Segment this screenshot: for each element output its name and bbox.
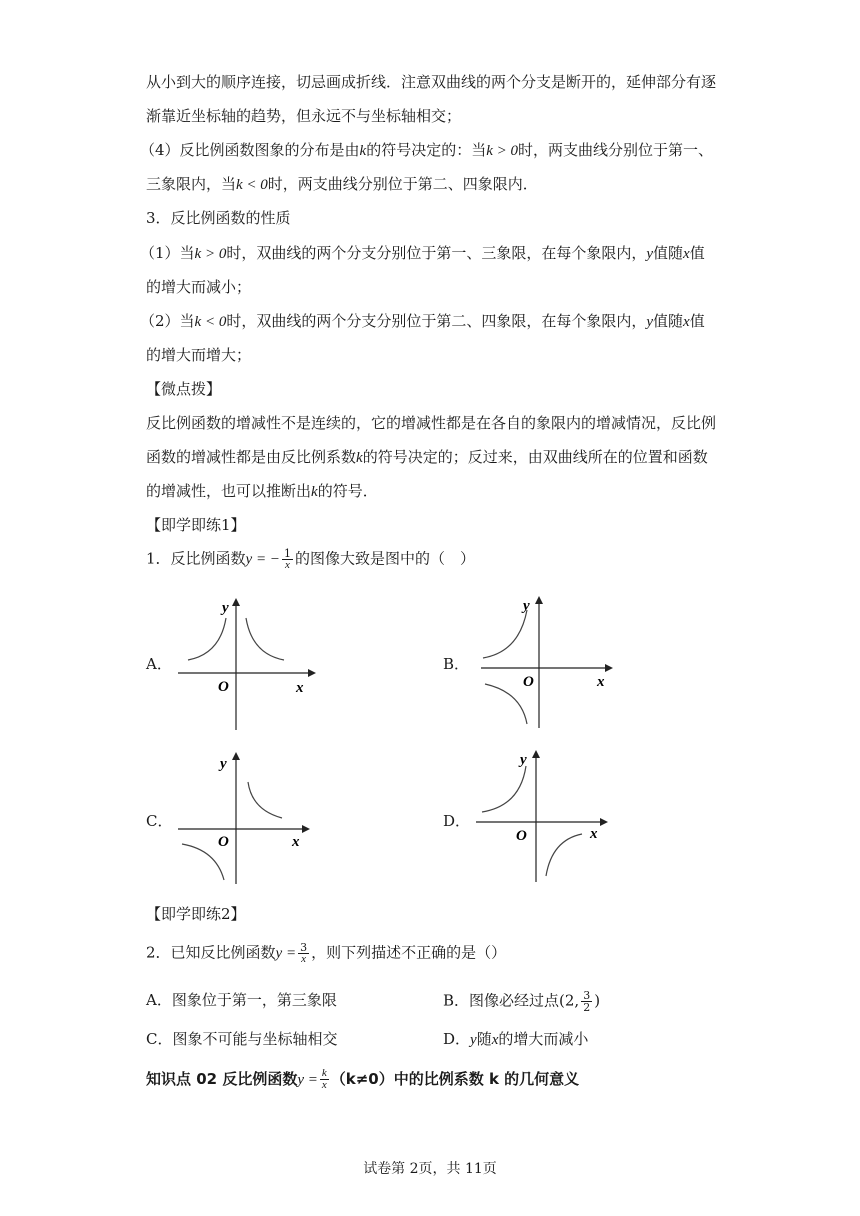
- curve-branch: [485, 684, 527, 724]
- graph-option-a: [170, 596, 320, 736]
- question-2: 2．已知反比例函数y = $\frac{3}{x}$ ，则下列描述不正确的是（）: [146, 941, 507, 965]
- curve-branch: [188, 618, 226, 660]
- curve-branch: [248, 782, 282, 818]
- fraction: $\frac{3}{x}$: [300, 941, 308, 965]
- curve-branch: [246, 618, 284, 660]
- x-axis-arrow-icon: [308, 669, 316, 677]
- q2-option-c: C．图象不可能与坐标轴相交: [146, 1030, 338, 1048]
- practice-1-title: 【即学即练1】: [146, 516, 246, 534]
- property-1-line-2: 的增大而减小；: [146, 278, 252, 296]
- para-line-1: 从小到大的顺序连接，切忌画成折线．注意双曲线的两个分支是断开的，延伸部分有逐: [146, 73, 717, 91]
- graph-option-c: [172, 750, 322, 890]
- section-3-title: 3．反比例函数的性质: [146, 209, 291, 227]
- x-axis-arrow-icon: [600, 818, 608, 826]
- item-4-line-2: 三象限内，当k < 0时，两支曲线分别位于第二、四象限内．: [146, 175, 538, 193]
- tip-title: 【微点拨】: [146, 380, 222, 398]
- question-1: 1．反比例函数y = − $\frac{1}{x}$ 的图像大致是图中的（ ）: [146, 547, 475, 571]
- x-axis-label: x: [590, 826, 598, 842]
- curve-branch: [482, 766, 526, 812]
- item-4-line-1: （4）反比例函数图象的分布是由k的符号决定的：当k > 0时，两支曲线分别位于第一、: [140, 141, 714, 159]
- y-axis-arrow-icon: [232, 598, 240, 606]
- page-footer: 试卷第 2页，共 11页: [363, 1161, 497, 1177]
- y-axis-label: y: [520, 752, 527, 768]
- y-axis-label: y: [523, 598, 530, 614]
- q2-option-a: A．图象位于第一，第三象限: [146, 991, 337, 1009]
- option-b-label: B．: [443, 655, 470, 673]
- origin-label: O: [218, 834, 229, 850]
- graph-option-b: [475, 594, 625, 734]
- origin-label: O: [218, 679, 229, 695]
- y-axis-label: y: [220, 756, 227, 772]
- option-d-label: D．: [443, 812, 471, 830]
- curve-branch: [546, 834, 582, 876]
- q2-option-d: D．y随x的增大而减小: [443, 1030, 589, 1048]
- property-1-line-1: （1）当k > 0时，双曲线的两个分支分别位于第一、三象限，在每个象限内，y值随x值: [140, 244, 705, 262]
- property-2-line-2: 的增大而增大；: [146, 346, 252, 364]
- practice-2-title: 【即学即练2】: [146, 905, 246, 923]
- fraction: $\frac{3}{2}$: [583, 989, 591, 1014]
- curve-branch: [483, 610, 527, 658]
- para-line-2: 渐靠近坐标轴的趋势，但永远不与坐标轴相交；: [146, 107, 462, 125]
- knowledge-point-02-heading: 知识点 02 反比例函数y = $\frac{k}{x}$ （k≠0）中的比例系数 k 的几何意义: [146, 1067, 580, 1091]
- x-axis-arrow-icon: [302, 825, 310, 833]
- x-axis-arrow-icon: [605, 664, 613, 672]
- origin-label: O: [516, 828, 527, 844]
- fraction: $\frac{1}{x}$: [283, 547, 291, 571]
- option-a-label: A．: [146, 655, 172, 673]
- tip-line-1: 反比例函数的增减性不是连续的，它的增减性都是在各自的象限内的增减情况，反比例: [146, 414, 717, 432]
- tip-line-3: 的增减性，也可以推断出k的符号．: [146, 482, 378, 500]
- option-c-label: C．: [146, 812, 173, 830]
- y-axis-arrow-icon: [535, 596, 543, 604]
- y-axis-arrow-icon: [532, 750, 540, 758]
- origin-label: O: [523, 674, 534, 690]
- property-2-line-1: （2）当k < 0时，双曲线的两个分支分别位于第二、四象限，在每个象限内，y值随x值: [140, 312, 705, 330]
- x-axis-label: x: [296, 680, 304, 696]
- y-axis-label: y: [222, 600, 229, 616]
- graph-option-d: [472, 748, 622, 888]
- tip-line-2: 函数的增减性都是由反比例系数k的符号决定的；反过来，由双曲线所在的位置和函数: [146, 448, 708, 466]
- q2-option-b: B．图像必经过点(2, $\frac{3}{2}$ ): [443, 989, 601, 1014]
- x-axis-label: x: [597, 674, 605, 690]
- x-axis-label: x: [292, 834, 300, 850]
- fraction: $\frac{k}{x}$: [321, 1067, 327, 1091]
- y-axis-arrow-icon: [232, 752, 240, 760]
